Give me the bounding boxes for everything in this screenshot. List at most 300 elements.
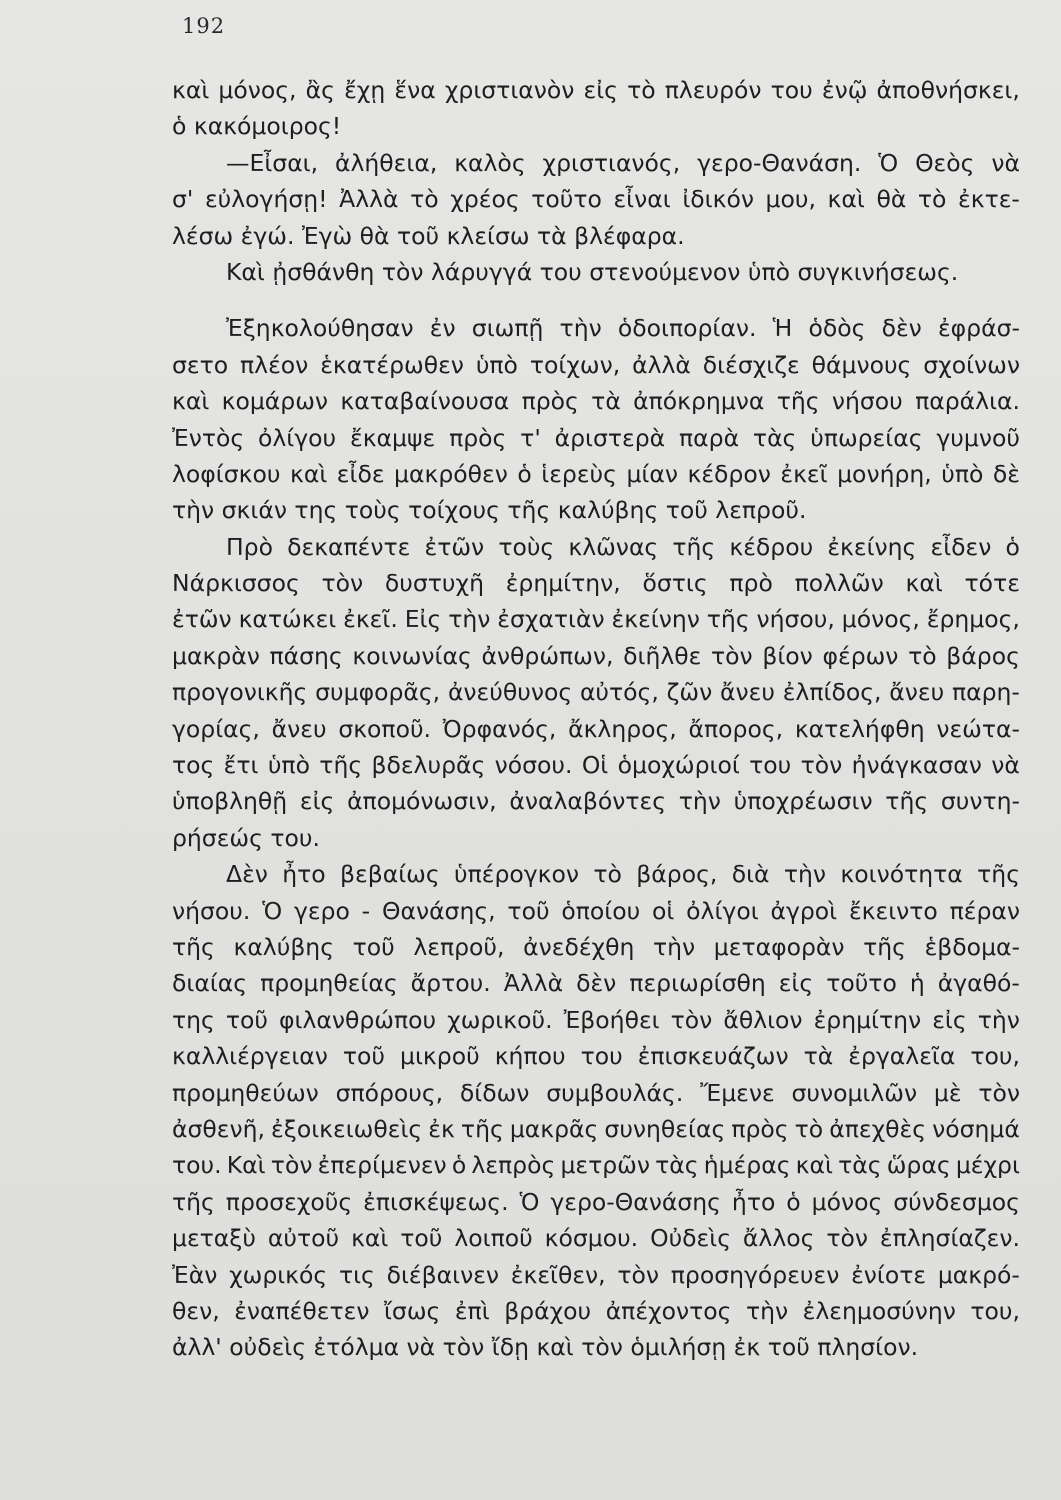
word: τὴν (783, 860, 827, 889)
word: τὸ (593, 860, 622, 889)
word: ἡ (909, 969, 925, 998)
word: καλὸς (454, 148, 526, 177)
text-line (172, 1002, 1020, 1038)
word: ὑπὸ (475, 350, 518, 379)
word: οἱ (652, 896, 675, 925)
word: τοίχων, (529, 350, 621, 379)
word: ὑπέρογκον (454, 860, 580, 889)
word: ὁ (451, 1151, 467, 1180)
word: μικροῦ (400, 1042, 480, 1071)
text-line (172, 711, 1020, 747)
word: κέδρον (687, 459, 771, 488)
text-line: Καὶ ᾐσθάνθη τὸν λάρυγγά του στενούμενον ὑπὸ συγκινήσεως. (226, 257, 959, 286)
word: ἐκ (428, 1114, 455, 1143)
word: παρη- (951, 678, 1020, 707)
word: ζῶν (666, 678, 713, 707)
word: ἀλήθεια, (335, 148, 438, 177)
word: Ἀλλὰ (503, 969, 564, 998)
word: φέρων (822, 641, 899, 670)
paragraph-gap (172, 290, 1020, 310)
word: φιλανθρώπου (279, 1005, 437, 1034)
word: νήσου, (756, 605, 835, 634)
word: δίδων (459, 1078, 530, 1107)
word: εἶναι (613, 185, 671, 214)
word: τὴν (977, 1005, 1020, 1034)
word: ἐκεῖθεν, (510, 1260, 606, 1289)
word: Θεὸς (915, 148, 975, 177)
word: τὸ (917, 185, 947, 214)
word: μακρόθεν (394, 459, 508, 488)
text-line (172, 145, 1020, 181)
text-line (172, 1257, 1020, 1293)
word: μὲ (933, 1078, 962, 1107)
text-line (172, 1038, 1020, 1074)
word: βίον (762, 641, 813, 670)
word: ὑπὸ (267, 751, 310, 780)
word: ἐρημίτην, (505, 569, 621, 598)
word: νόσημά (932, 1114, 1020, 1143)
word: λεπροῦ, (413, 932, 505, 961)
word: ἀπέχοντος (605, 1296, 732, 1325)
word: πλευρόν (664, 76, 762, 104)
word: ἐκείνην (611, 605, 700, 634)
word: τὸν (617, 1260, 660, 1289)
word: ἐργαλεῖα (848, 1042, 956, 1071)
word: ἂς (305, 76, 335, 104)
text-line (172, 1075, 1020, 1111)
word: ἀνεδέχθη (523, 932, 635, 961)
word: τὸν (978, 1078, 1020, 1107)
word: τὸν (711, 641, 753, 670)
word: προμηθεύων (172, 1078, 319, 1107)
word: ἦτο (731, 1187, 776, 1216)
word: ἰδικόν (682, 185, 754, 214)
word: ἀνθρώπων, (481, 641, 614, 670)
word: εὐλογήσῃ! (204, 185, 328, 214)
word: νεώτα- (936, 714, 1020, 743)
text-line (172, 529, 1020, 565)
word: Ὀρφανός, (442, 714, 557, 743)
word: τῆς (172, 1187, 215, 1216)
text-line (172, 638, 1020, 674)
word: καὶ (351, 1224, 389, 1253)
word: τὸ (794, 1114, 824, 1143)
word: βράχου (504, 1296, 592, 1325)
word: πρὸ (729, 569, 773, 598)
word: τις (338, 1260, 375, 1289)
word: πάσης (269, 641, 343, 670)
word: βεβαίως (340, 860, 440, 889)
word: ἔκειντο (848, 896, 938, 925)
word: προμηθείας (260, 969, 398, 998)
word: δὲν (576, 969, 617, 998)
word: ἀπόκρημνα (633, 387, 765, 416)
word: μακρό- (937, 1260, 1020, 1289)
word: χρέος (450, 185, 520, 214)
word: ἐπισκευάζων (637, 1042, 789, 1071)
word: Εἰς (404, 605, 442, 634)
word: μεταξὺ (172, 1224, 256, 1253)
word: Ἐβοήθει (563, 1005, 660, 1034)
word: του (770, 76, 813, 104)
text-line: λέσω ἐγώ. Ἐγὼ θὰ τοῦ κλείσω τὰ βλέφαρα. (172, 221, 685, 250)
word: ἀνεύθυνος (447, 678, 573, 707)
word: τῆς (863, 932, 906, 961)
text-line (172, 72, 1020, 108)
word: ἐλεημοσύνην (802, 1296, 956, 1325)
word: αὐτοῦ (267, 1224, 340, 1253)
word: τοῦ (507, 896, 550, 925)
word: τοῦτο (826, 969, 897, 998)
word: σκοποῦ. (338, 714, 432, 743)
word: ἄνευ (889, 678, 945, 707)
word: ὥρας (886, 1151, 951, 1180)
word: ἦτο (282, 860, 326, 889)
word: κοινότητα (840, 860, 963, 889)
word: ὁδοιπορίαν. (617, 314, 757, 343)
word: εἰς (583, 76, 618, 104)
word: Δὲν (226, 860, 268, 889)
word: ἴσως (383, 1296, 441, 1325)
word: καὶ (827, 185, 865, 214)
word: μέχρι (955, 1151, 1020, 1180)
word: πρὸς (521, 387, 579, 416)
word: γερο (293, 896, 350, 925)
text-line (172, 929, 1020, 965)
word: νὰ (991, 148, 1020, 177)
word: τὸν (321, 569, 364, 598)
word: συνηθείας (604, 1114, 726, 1143)
word: ἐξοικειωθεὶς (271, 1114, 423, 1143)
word: ἔρημος, (926, 605, 1020, 634)
word: ἕνα (394, 76, 436, 104)
word: τῆς (319, 751, 363, 780)
word: μακρὰν (172, 641, 260, 670)
word: κήπου (494, 1042, 566, 1071)
word: ἐρημίτην (813, 1005, 922, 1034)
word: λοιποῦ (454, 1224, 533, 1253)
word: της (172, 1005, 215, 1034)
word: εἶδεν (930, 532, 992, 561)
word: Ἡ (772, 314, 793, 343)
word: ὑποχρέωσιν (733, 787, 873, 816)
word: διαίας (172, 969, 248, 998)
word: μεταφορὰν (713, 932, 845, 961)
word: ἀποθνήσκει, (876, 76, 1020, 104)
word: Νάρκισσος (172, 569, 300, 598)
word: τῆς (460, 1114, 504, 1143)
word: εἰς (932, 1005, 967, 1034)
word: πλέον (240, 350, 309, 379)
word: καὶ (172, 387, 210, 416)
word: ὀλίγου (258, 423, 337, 452)
word: τὸ (627, 76, 656, 104)
word: ἄλλος (742, 1224, 815, 1253)
word: γερο-Θανάση. (697, 148, 862, 177)
word: τὸν (800, 751, 843, 780)
text-line (172, 783, 1020, 819)
word: τὴν (745, 1296, 789, 1325)
word: ἐνίοτε (851, 1260, 927, 1289)
word: ἐκτε- (958, 185, 1020, 214)
word: μόνος (811, 1187, 883, 1216)
body-text (172, 72, 1020, 1366)
word: Ὁ (878, 148, 899, 177)
word: τὴν (448, 605, 491, 634)
text-line (172, 383, 1020, 419)
word: βάρος, (636, 860, 718, 889)
word: κατώκει (238, 605, 337, 634)
word: πρὸς (449, 423, 507, 452)
word: συνομιλῶν (791, 1078, 918, 1107)
word: αὐτός, (579, 678, 659, 707)
word: του (580, 1042, 623, 1071)
word: ἔτι (223, 751, 259, 780)
word: μόνος, (841, 605, 920, 634)
word: ἄπορος, (688, 714, 784, 743)
word: μετρῶν (560, 1151, 650, 1180)
word: λοφίσκου (172, 459, 281, 488)
word: ἠνάγκασαν (851, 751, 982, 780)
text-line (172, 601, 1020, 637)
word: Πρὸ (226, 532, 273, 561)
word: ὑπὸ (941, 459, 984, 488)
word: τὸν (826, 1224, 868, 1253)
word: ἀναλαβόντες (509, 787, 667, 816)
word: διέσχιζε (702, 350, 800, 379)
text-line (172, 856, 1020, 892)
word: σύνδεσμος (893, 1187, 1020, 1216)
text-line (172, 674, 1020, 710)
word: σετο (172, 350, 229, 379)
word: τὴν (559, 314, 602, 343)
text-line (172, 310, 1020, 346)
text-line (172, 893, 1020, 929)
word: τος (172, 751, 215, 780)
word: ὀλίγοι (686, 896, 759, 925)
word: τῆς (977, 860, 1020, 889)
word: δὲν (881, 314, 922, 343)
word: καὶ (172, 76, 210, 104)
word: προσεχοῦς (225, 1187, 353, 1216)
text-line (172, 456, 1020, 492)
word: τὸν (270, 1151, 313, 1180)
word: σπόρους, (335, 1078, 444, 1107)
word: ὁ (517, 459, 532, 488)
word: προσηγόρευεν (670, 1260, 840, 1289)
word: γυμνοῦ (936, 423, 1020, 452)
word: δὲ (992, 459, 1020, 488)
word: τῆς (172, 932, 215, 961)
word: ὁποίου (561, 896, 641, 925)
word: ἐκεῖ (780, 459, 828, 488)
text-line (172, 1147, 1020, 1183)
text-line (172, 181, 1020, 217)
word: παράλια. (915, 387, 1020, 416)
word: πέραν (949, 896, 1020, 925)
word: τὰς (838, 1151, 882, 1180)
word: διὰ (731, 860, 770, 889)
word: παρὰ (679, 423, 740, 452)
text-line: ἀλλ' οὐδεὶς ἐτόλμα νὰ τὸν ἴδῃ καὶ τὸν ὁμιλήσῃ ἐκ τοῦ πλησίον. (172, 1333, 919, 1362)
word: - (361, 896, 371, 925)
word: νήσου (831, 387, 903, 416)
word: ἄρτου. (410, 969, 491, 998)
word: του, (970, 1042, 1020, 1071)
text-line (172, 1220, 1020, 1256)
word: συντη- (940, 787, 1020, 816)
word: ἐπὶ (454, 1296, 490, 1325)
word: ὁ (1005, 532, 1020, 561)
word: —Εἶσαι, (226, 148, 319, 177)
word: Ἐντὸς (172, 423, 245, 452)
word: πολλῶν (794, 569, 884, 598)
word: ἄθλιον (723, 1005, 803, 1034)
word: καλλιέργειαν (172, 1042, 328, 1071)
word: χριστιανὸν (444, 76, 575, 104)
word: νόσου. (494, 751, 573, 780)
word: συμφορᾶς, (315, 678, 441, 707)
word: ἔκαμψε (350, 423, 436, 452)
word: καὶ (289, 459, 328, 488)
word: τοῦ (342, 1042, 386, 1071)
word: Οἱ (581, 751, 609, 780)
text-line: ρήσεώς του. (172, 823, 320, 852)
word: σ' (172, 185, 194, 214)
word: θὰ (876, 185, 907, 214)
word: τοῦ (225, 1005, 268, 1034)
word: τῆς (706, 605, 750, 634)
word: κέδρου (729, 532, 814, 561)
word: σχοίνων (923, 350, 1020, 379)
word: διέβαινεν (386, 1260, 500, 1289)
text-line (172, 420, 1020, 456)
word: κοινωνίας (352, 641, 472, 670)
word: ὅστις (642, 569, 708, 598)
word: διῆλθε (623, 641, 702, 670)
text-line (172, 1184, 1020, 1220)
word: ἀλλὰ (632, 350, 691, 379)
word: τὰ (803, 1042, 834, 1071)
word: ἐπλησίαζεν. (879, 1224, 1020, 1253)
word: τὸ (410, 185, 439, 214)
word: θεν, (172, 1296, 220, 1325)
word: τοὺς (498, 532, 555, 561)
text-line: τὴν σκιάν της τοὺς τοίχους τῆς καλύβης τοῦ λεπροῦ. (172, 496, 807, 525)
text-line (172, 347, 1020, 383)
word: ὑποβληθῇ (172, 787, 288, 816)
word: γορίας, (172, 714, 260, 743)
word: πρὸς (731, 1114, 789, 1143)
word: ἱερεὺς (541, 459, 617, 488)
word: τὸν (670, 1005, 713, 1034)
word: τὸ (908, 641, 937, 670)
word: προγονικῆς (172, 678, 308, 707)
word: ἐλπίδος, (782, 678, 882, 707)
word: ἄκληρος, (568, 714, 677, 743)
word: ὑπωρείας (810, 423, 923, 452)
word: ἐσχατιὰν (497, 605, 605, 634)
word: ὁ (786, 1187, 801, 1216)
word: τοῦ (400, 1224, 443, 1253)
word: νήσου. (172, 896, 251, 925)
word: τὰ (591, 387, 621, 416)
word: ἀπομόνωσιν, (347, 787, 497, 816)
word: μου, (765, 185, 816, 214)
word: γερο-Θανάσης (550, 1187, 721, 1216)
page-number: 192 (182, 14, 226, 38)
word: ἐκείνης (827, 532, 917, 561)
word: τῆς (885, 787, 929, 816)
word: χριστιανός, (542, 148, 681, 177)
word: ἐφράσ- (937, 314, 1020, 343)
word: χωρικοῦ. (447, 1005, 553, 1034)
word: ἐτῶν (172, 605, 232, 634)
word: καλύβης (233, 932, 334, 961)
word: τῆς (776, 387, 820, 416)
text-line (172, 1111, 1020, 1147)
word: ἀγροὶ (770, 896, 838, 925)
word: ἀπεχθὲς (829, 1114, 927, 1143)
text-line (172, 747, 1020, 783)
word: Ἔμενε (700, 1078, 775, 1107)
word: ἄνευ (720, 678, 775, 707)
word: ἐκεῖ. (343, 605, 398, 634)
word: ἑκατέρωθεν (320, 350, 464, 379)
word: ἔχῃ (344, 76, 386, 104)
word: Ἀλλὰ (339, 185, 399, 214)
text-line: ὁ κακόμοιρος! (172, 112, 342, 141)
text-line (172, 1293, 1020, 1329)
word: Καὶ (226, 1151, 266, 1180)
word: ἄνευ (271, 714, 327, 743)
word: μόνος, (218, 76, 297, 104)
word: καὶ (795, 1151, 833, 1180)
word: καὶ (905, 569, 943, 598)
word: χωρικός (229, 1260, 328, 1289)
word: Ὁ (519, 1187, 540, 1216)
word: σιωπῇ (471, 314, 544, 343)
word: ἀσθενῆ, (172, 1114, 265, 1143)
word: τοῦ (352, 932, 395, 961)
word: Ἐξηκολούθησαν (226, 314, 414, 343)
word: ἀριστερὰ (554, 423, 666, 452)
word: τῆς (672, 532, 716, 561)
word: λεπρὸς (471, 1151, 556, 1180)
word: Ὁ (262, 896, 283, 925)
text-line (172, 965, 1020, 1001)
word: βάρος (946, 641, 1020, 670)
word: εἶδε (336, 459, 385, 488)
word: μονήρη, (837, 459, 932, 488)
word: κατελήφθη (794, 714, 925, 743)
word: ἐτῶν (424, 532, 485, 561)
word: εἰς (299, 787, 335, 816)
word: καταβαίνουσα (340, 387, 510, 416)
word: τ' (520, 423, 541, 452)
text-line (172, 565, 1020, 601)
word: ὁδὸς (808, 314, 866, 343)
word: τὴν (653, 932, 696, 961)
word: ἑβδομα- (924, 932, 1020, 961)
word: ἐπερίμενεν (317, 1151, 447, 1180)
word: τότε (964, 569, 1020, 598)
word: θάμνους (811, 350, 912, 379)
word: ἐπισκέψεως. (363, 1187, 509, 1216)
word: μίαν (626, 459, 678, 488)
word: βδελυρᾶς (371, 751, 486, 780)
word: τοῦτο (531, 185, 602, 214)
